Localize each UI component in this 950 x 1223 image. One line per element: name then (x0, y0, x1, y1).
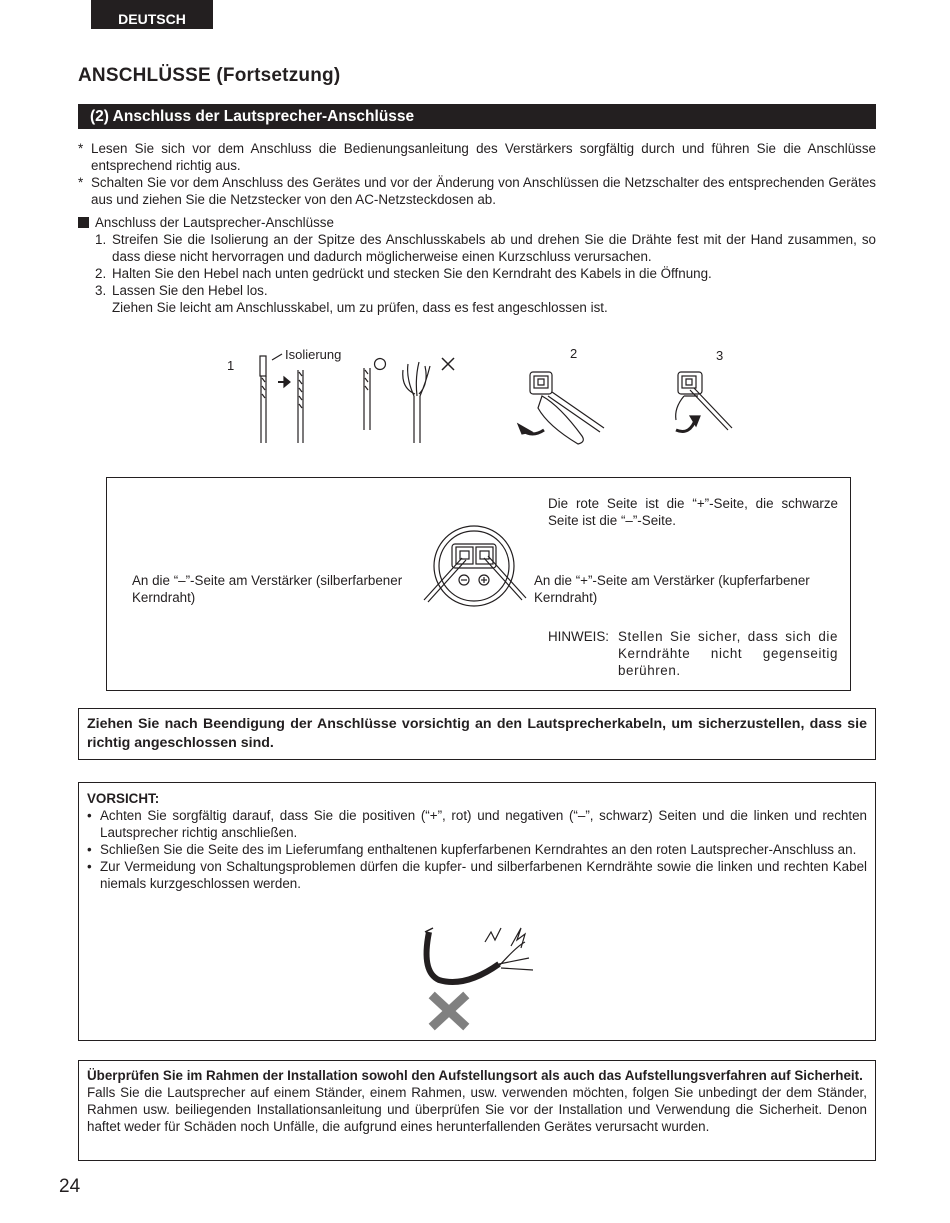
speaker-terminal-icon (418, 522, 538, 612)
note-item (78, 174, 876, 208)
step-text: Lassen Sie den Hebel los. (112, 283, 268, 298)
step-text: Ziehen Sie leicht am Anschlusskabel, um zu prüfen, dass es fest angeschlossen ist. (112, 300, 608, 315)
caution-text: Schließen Sie die Seite des im Lieferumfang enthaltenen kupferfarbenen Kerndrahtes an den roten Lautsprecher-Anschluss an. (100, 842, 857, 857)
safety-box (78, 1060, 876, 1161)
safety-heading: Überprüfen Sie im Rahmen der Installation sowohl den Aufstellungsort als auch das Aufstellungsverfahren auf Sicherheit. (87, 1068, 863, 1083)
caution-item (87, 858, 867, 892)
bold-notice-box: Ziehen Sie nach Beendigung der Anschlüsse vorsichtig an den Lautsprecherkabeln, um sicherzustellen, dass sie richtig angeschlossen sind. (78, 708, 876, 760)
prohibited-cross-icon (435, 998, 463, 1024)
isolation-label: Isolierung (285, 347, 342, 362)
page-number: 24 (59, 1176, 81, 1197)
safety-body: Falls Sie die Lautsprecher auf einem Ständer, einem Rahmen, usw. verwenden möchten, folgen Sie unbedingt der dem Ständer, Rahmen usw. beiliegenden Installationsanleitung und überprüfen Sie vor der Installation und Verwendung die Sicherheit. Denon haftet weder für Schäden noch Unfälle, die aufgrund eines herunterfallenden Gerätes verursacht wurden. (87, 1085, 867, 1134)
section-title-bar: (2) Anschluss der Lautsprecher-Anschlüsse (78, 104, 876, 129)
hint-text: Stellen Sie sicher, dass sich die Kerndrähte nicht gegenseitig berühren. (618, 629, 838, 678)
ok-circle-icon (375, 359, 386, 370)
language-tab: DEUTSCH (91, 0, 213, 29)
step-number: 3. (95, 283, 107, 298)
procedure-step (95, 265, 876, 282)
caution-title: VORSICHT: (87, 791, 160, 806)
caution-text: Zur Vermeidung von Schaltungsproblemen dürfen die kupfer- und silberfarbenen Kerndrähte sowie die linken und rechten Kabel niemals kurzgeschlossen werden. (100, 859, 867, 891)
procedure-steps (95, 231, 876, 316)
minus-side-label: An die “–”-Seite am Verstärker (silberfarbener Kerndraht) (132, 573, 403, 605)
note-text: Lesen Sie sich vor dem Anschluss die Bedienungsanleitung des Verstärkers sorgfältig durch und führen Sie die Anschlüsse entsprechend richtig aus. (91, 141, 876, 173)
procedure-step (95, 282, 876, 299)
caution-item (87, 807, 867, 841)
short-circuit-figure (415, 920, 540, 1032)
figure-label-3: 3 (716, 348, 724, 363)
procedure-step (95, 299, 876, 316)
step-number: 1. (95, 232, 107, 247)
bullet-icon: • (87, 859, 92, 874)
wire-connection-figure (222, 338, 752, 448)
note-item (78, 140, 876, 174)
procedure-heading: Anschluss der Lautsprecher-Anschlüsse (95, 215, 334, 230)
plus-side-label: An die “+”-Seite am Verstärker (kupferfarbener Kerndraht) (534, 573, 810, 605)
caution-item (87, 841, 867, 858)
square-bullet-icon (78, 217, 89, 228)
step-text: Halten Sie den Hebel nach unten gedrückt und stecken Sie den Kerndraht des Kabels in die Öffnung. (112, 266, 712, 281)
ng-cross-icon (442, 358, 454, 370)
bullet-icon: • (87, 842, 92, 857)
caution-text: Achten Sie sorgfältig darauf, dass Sie die positiven (“+”, rot) und negativen (“–”, schwarz) Seiten und die linken und rechten Lautsprecher richtig anschließen. (100, 808, 867, 840)
procedure-step (95, 231, 876, 265)
note-marker: * (78, 175, 84, 190)
figure-label-1: 1 (227, 358, 235, 373)
page-title: ANSCHLÜSSE (Fortsetzung) (78, 65, 341, 86)
note-text: Schalten Sie vor dem Anschluss des Gerätes und vor der Änderung von Anschlüssen die Netzschalter des entsprechenden Gerätes aus und ziehen Sie die Netzstecker von den AC-Netzsteckdosen ab. (91, 175, 876, 207)
bullet-icon: • (87, 808, 92, 823)
note-marker: * (78, 141, 84, 156)
figure-label-2: 2 (570, 346, 578, 361)
step-number: 2. (95, 266, 107, 281)
step-text: Streifen Sie die Isolierung an der Spitze des Anschlusskabels ab und drehen Sie die Drähte fest mit der Hand zusammen, so dass diese nicht hervorragen und dadurch möglicherweise einen Kurzschluss verursachen. (112, 232, 876, 264)
hint-label: HINWEIS: (548, 629, 610, 644)
red-side-note: Die rote Seite ist die “+”-Seite, die schwarze Seite ist die “–”-Seite. (548, 496, 838, 528)
